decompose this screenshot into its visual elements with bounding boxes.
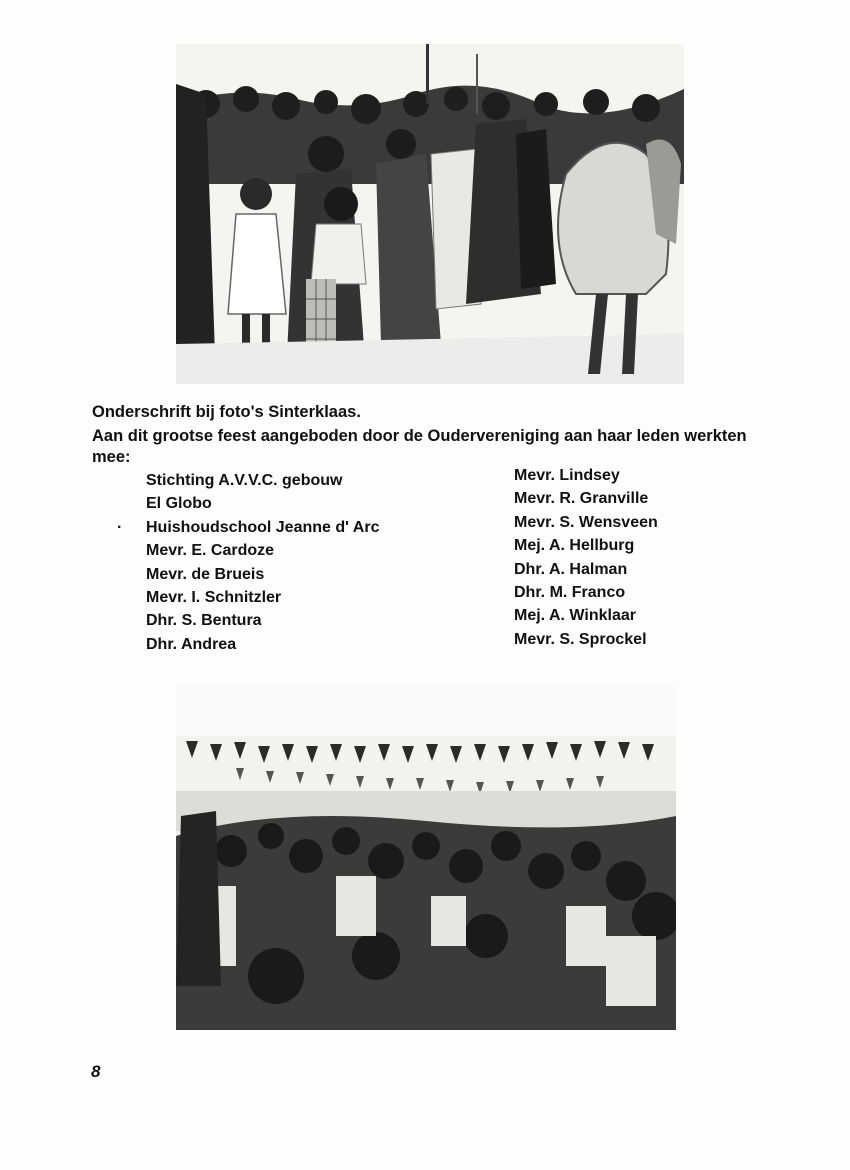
contributor-item: Mevr. S. Wensveen [514, 513, 658, 531]
photo-hall-illustration [176, 686, 676, 1030]
contributors-list-right [514, 464, 658, 651]
contributor-item: Mej. A. Winklaar [514, 607, 636, 625]
contributor-item: Mevr. S. Sprockel [514, 630, 647, 648]
photo-party-hall [176, 686, 676, 1030]
contributor-item: Dhr. S. Bentura [146, 612, 262, 630]
contributor-item: Dhr. Andrea [146, 635, 237, 653]
page-number: 8 [91, 1062, 101, 1081]
contributor-item: El Globo [146, 495, 212, 513]
caption-text-line-2: mee: [92, 448, 131, 466]
contributor-item: Dhr. M. Franco [514, 583, 626, 601]
caption-title: Onderschrift bij foto's Sinterklaas. [92, 403, 361, 421]
caption-text-line-1: Aan dit grootse feest aangeboden door de Oudervereniging aan haar leden werkten [92, 427, 747, 445]
contributor-item: Mevr. I. Schnitzler [146, 588, 282, 606]
contributor-item: Mevr. R. Granville [514, 490, 649, 508]
contributor-item: Mej. A. Hellburg [514, 537, 635, 555]
contributor-item: Huishoudschool Jeanne d' Arc [146, 518, 380, 536]
contributor-item: Mevr. E. Cardoze [146, 542, 275, 560]
stray-bullet-mark: · [117, 519, 123, 536]
contributor-item: Dhr. A. Halman [514, 560, 628, 578]
contributor-item: Mevr. de Brueis [146, 565, 265, 583]
photo-crowd-illustration [176, 44, 684, 384]
contributor-item: Stichting A.V.V.C. gebouw [146, 472, 343, 489]
photo-sinterklaas-crowd [176, 44, 684, 384]
contributors-list-left [146, 469, 379, 656]
contributor-item: Mevr. Lindsey [514, 467, 620, 484]
